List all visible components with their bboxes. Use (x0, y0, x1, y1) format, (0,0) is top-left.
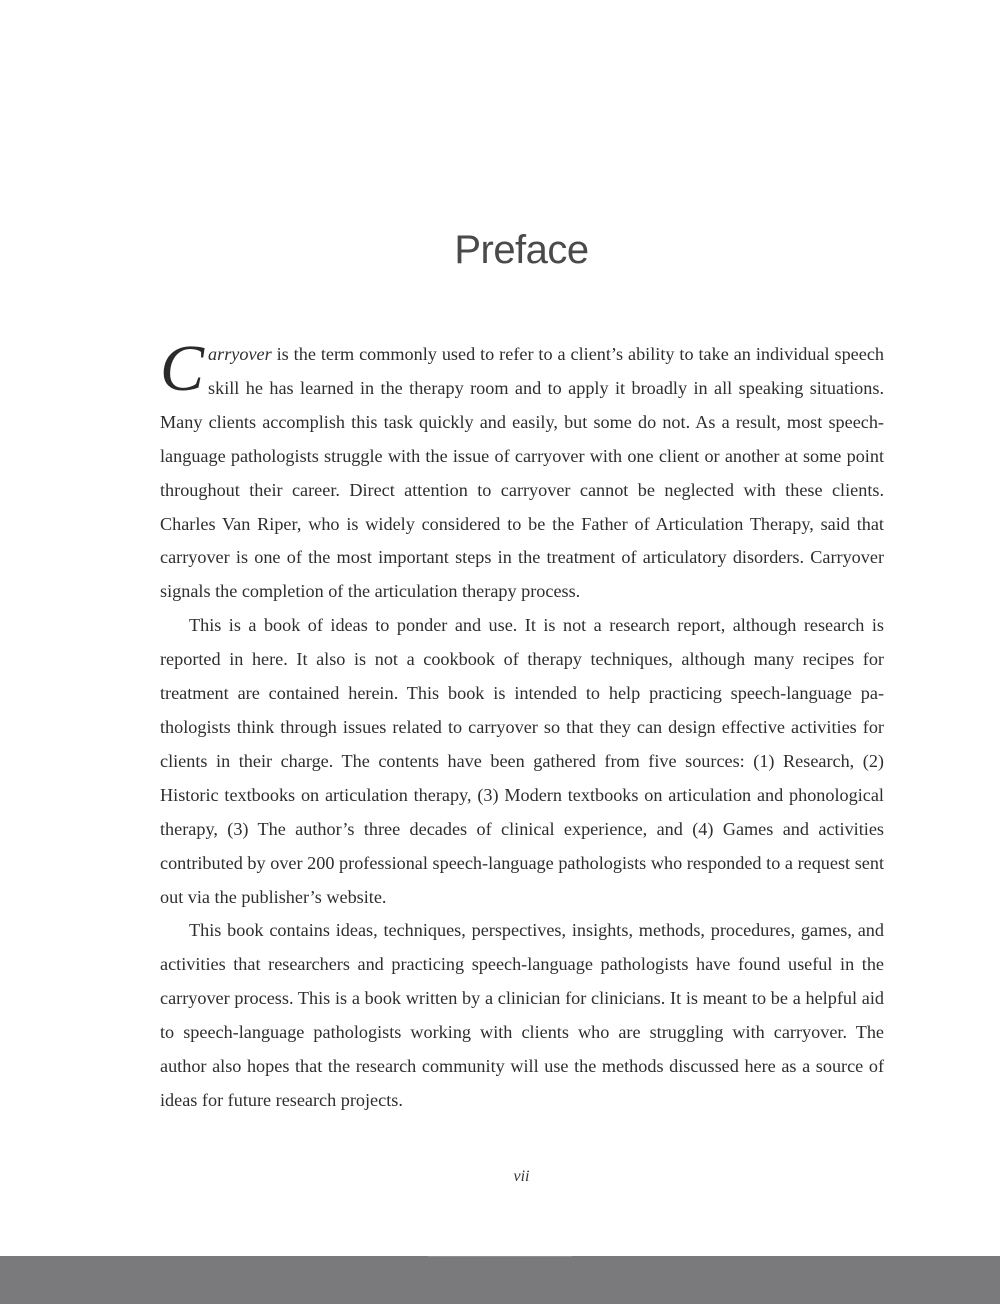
viewer-bottom-bar (0, 1256, 1000, 1304)
paragraph-2: This is a book of ideas to ponder and use. It is not a research report, although research is reported in here. It also is not a cookbook of therapy techniques, although many recipes for treatment are contained herein. This book is intended to help practicing speech-language pathologists think through issues related to carryover so that they can design effective activities for clients in their charge. The contents have been gathered from five sources: (1) Research, (2) Historic textbooks on articulation therapy, (3) Modern textbooks on articulation and phonological therapy, (3) The author’s three decades of clinical experience, and (4) Games and activities contributed by over 200 professional speech-language pathologists who responded to a request sent out via the publisher’s website. (160, 615, 884, 907)
page-number: vii (513, 1168, 530, 1185)
preface-body (160, 332, 884, 1118)
lead-word: arryover (208, 344, 272, 364)
drop-cap: C (160, 332, 205, 405)
page-edge-shadow (428, 1256, 572, 1257)
page-title: Preface (454, 228, 589, 272)
paragraph-1-text: is the term commonly used to refer to a client’s ability to take an individual speech skill he has learned in the therapy room and to apply it broadly in all speaking situations. Many clients accomplish this task quickly and easily, but some do not. As a result, most speech-language pathologists struggle with the issue of carryover with one client or another at some point throughout their career. Direct attention to carryover cannot be neglected with these clients. Charles Van Riper, who is widely considered to be the Father of Articulation Therapy, said that carryover is one of the most important steps in the treatment of articulatory disorders. Carryover signals the completion of the articulation therapy process. (160, 344, 884, 602)
paragraph-1 (160, 332, 884, 609)
paragraph-3: This book contains ideas, techniques, perspectives, insights, methods, procedures, games, and activities that researchers and practicing speech-language pathologists have found useful in the carryover process. This is a book written by a clinician for clinicians. It is meant to be a helpful aid to speech-language pathologists working with clients who are struggling with carryover. The author also hopes that the research community will use the methods discussed here as a source of ideas for future research projects. (160, 920, 884, 1110)
